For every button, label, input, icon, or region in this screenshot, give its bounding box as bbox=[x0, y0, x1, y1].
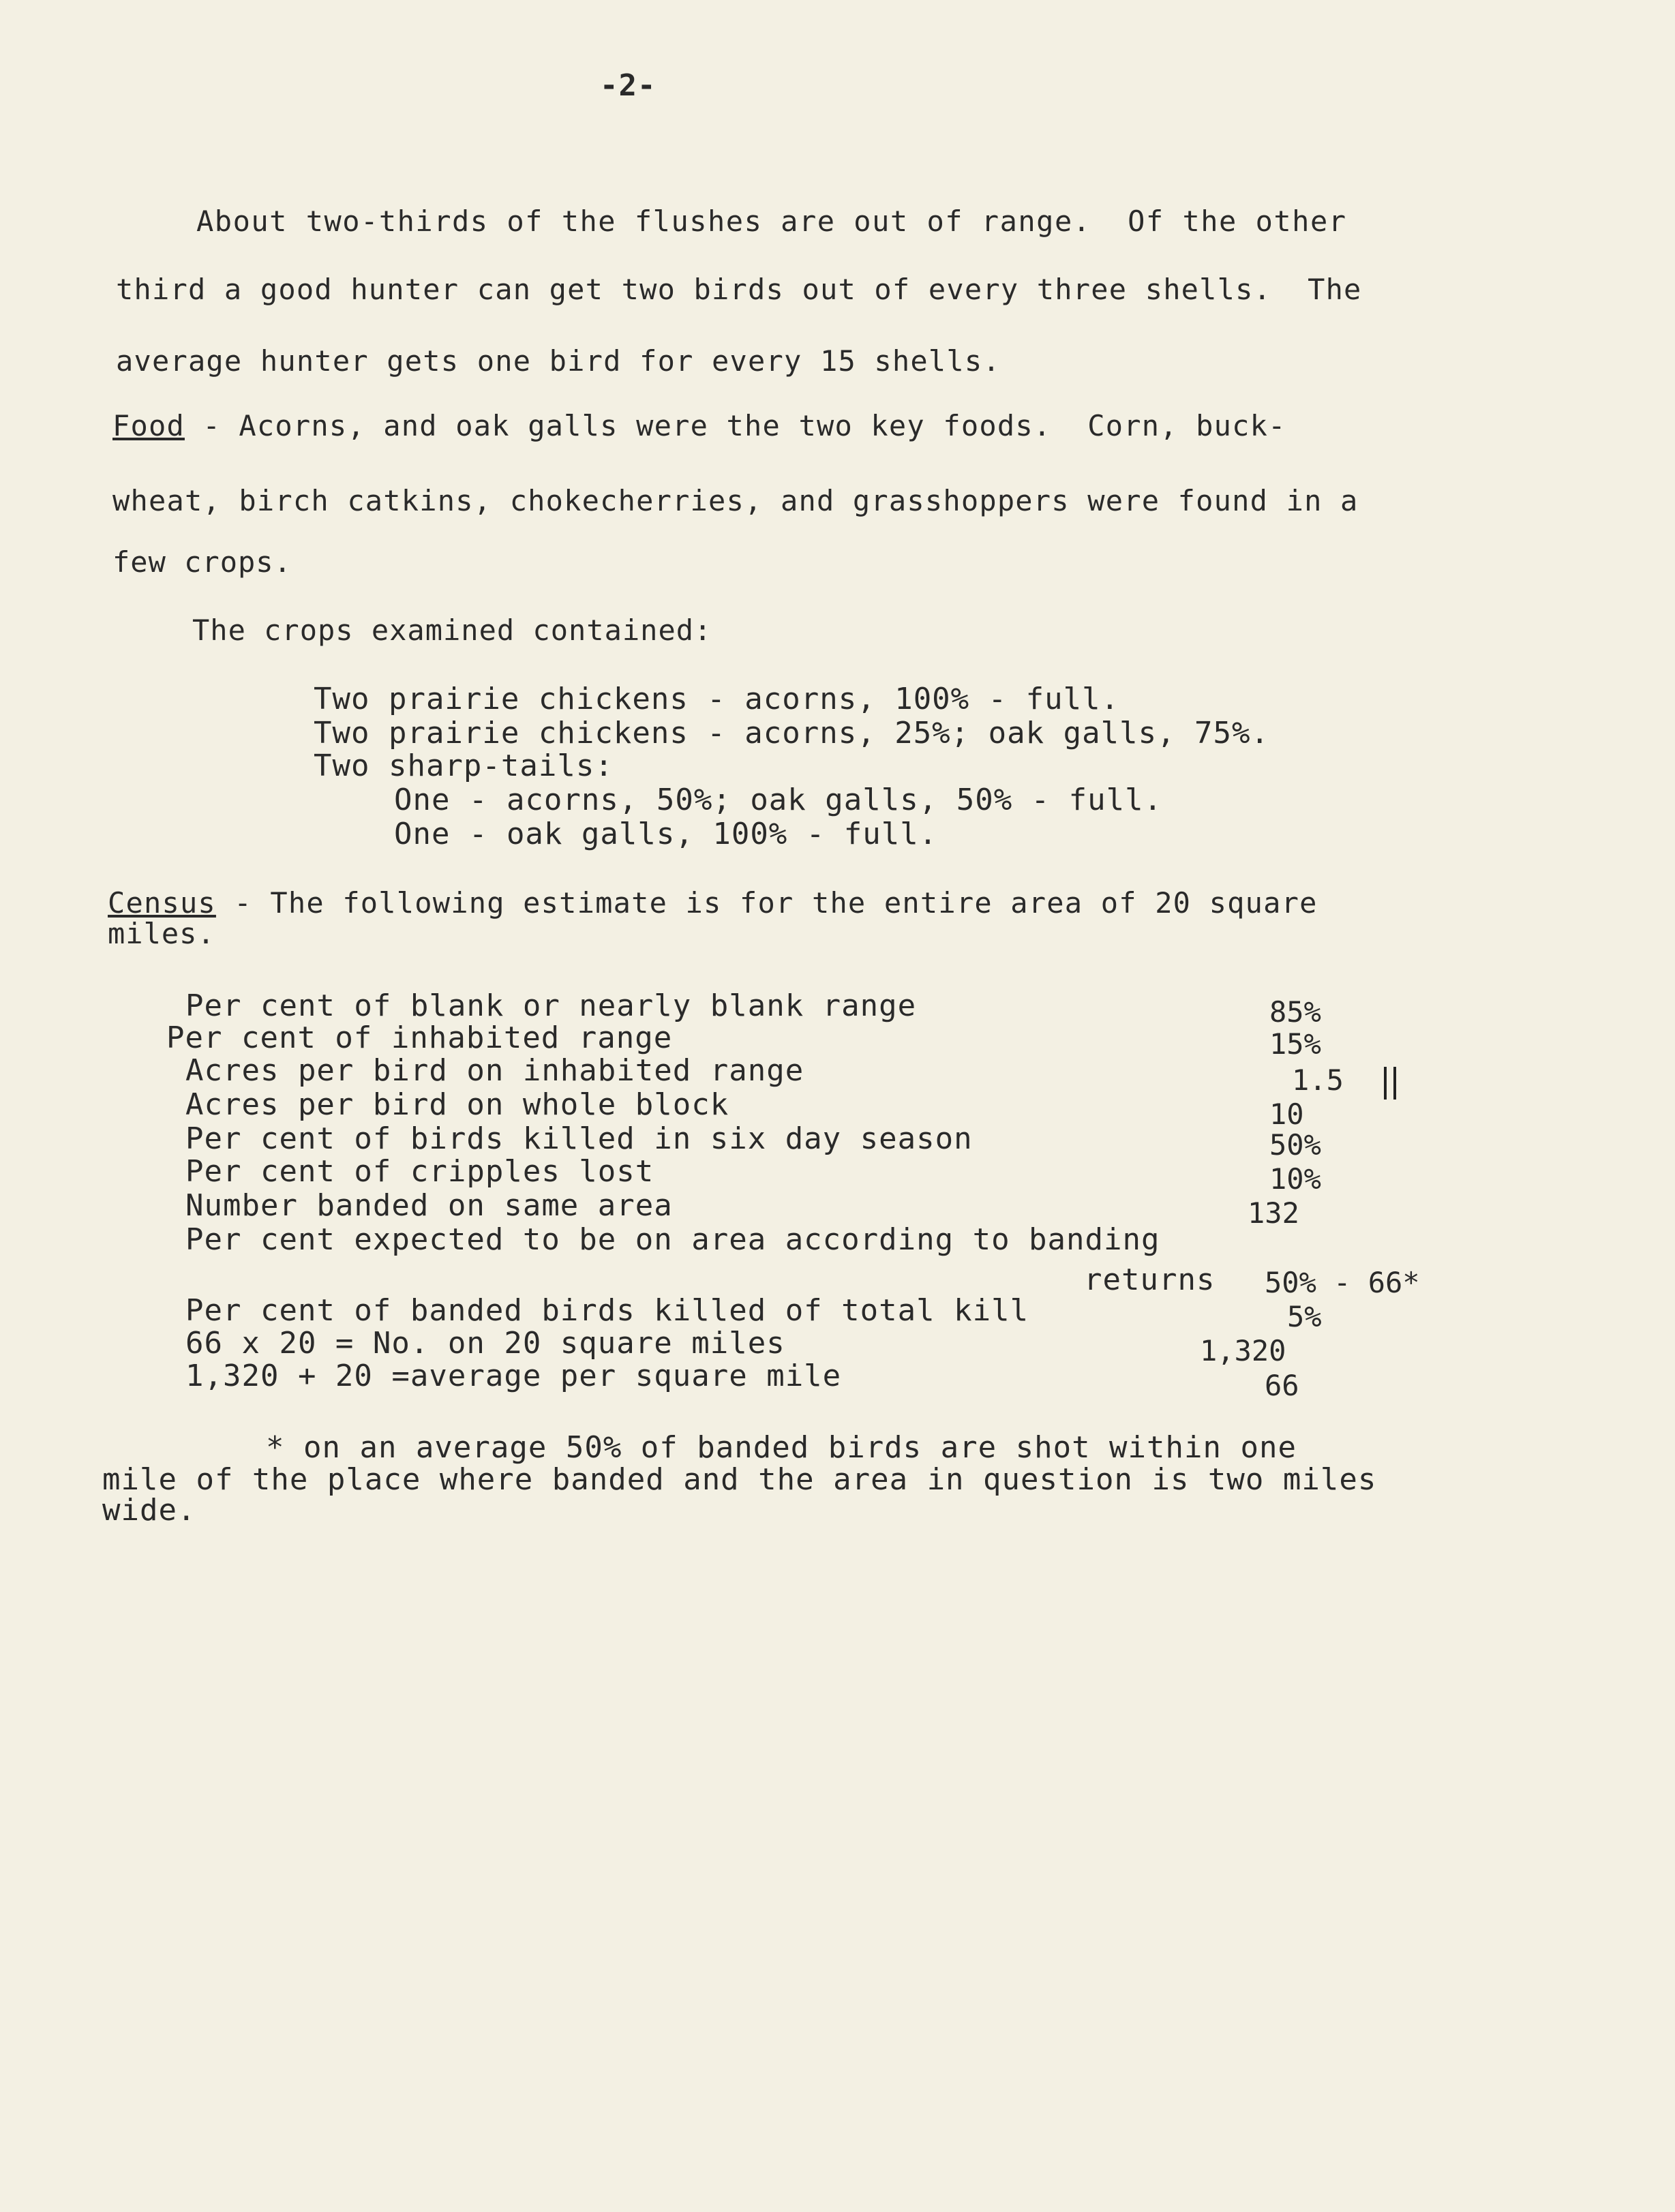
crop-item: One - oak galls, 100% - full. bbox=[394, 817, 938, 851]
census-row-label: Per cent of banded birds killed of total kill bbox=[185, 1293, 1029, 1328]
food-line: few crops. bbox=[112, 545, 292, 579]
census-row-label: Per cent of cripples lost bbox=[185, 1154, 654, 1189]
census-row-value: 5% bbox=[1287, 1300, 1322, 1333]
census-text: - The following estimate is for the entire area of 20 square bbox=[215, 886, 1318, 920]
crop-item: Two sharp-tails: bbox=[314, 748, 614, 783]
census-row-value: 50% - 66* bbox=[1265, 1266, 1420, 1299]
footnote-line: * on an average 50% of banded birds are shot within one bbox=[266, 1430, 1297, 1465]
footnote-line: mile of the place where banded and the area in question is two miles bbox=[102, 1462, 1377, 1497]
census-row-value: 85% bbox=[1269, 995, 1321, 1029]
crop-item: Two prairie chickens - acorns, 25%; oak galls, 75%. bbox=[314, 716, 1270, 751]
pen-mark bbox=[1384, 1067, 1396, 1100]
intro-line: About two-thirds of the flushes are out of range. Of the other bbox=[196, 204, 1347, 238]
census-row-label: Per cent expected to be on area according to banding bbox=[185, 1222, 1160, 1257]
census-row-label: Acres per bird on whole block bbox=[185, 1087, 729, 1122]
page-number: -2- bbox=[600, 68, 657, 103]
census-line: miles. bbox=[108, 917, 215, 950]
food-line: wheat, birch catkins, chokecherries, and grasshoppers were found in a bbox=[112, 484, 1359, 517]
census-row-label: 1,320 + 20 =average per square mile bbox=[185, 1359, 842, 1393]
census-row-value: 66 bbox=[1265, 1369, 1299, 1402]
census-row-label: returns bbox=[1084, 1262, 1216, 1297]
census-line-1 bbox=[108, 886, 1318, 920]
intro-line: average hunter gets one bird for every 15 shells. bbox=[116, 344, 1001, 378]
census-row-label: Acres per bird on inhabited range bbox=[185, 1053, 804, 1088]
crops-intro: The crops examined contained: bbox=[192, 613, 712, 647]
food-text: - Acorns, and oak galls were the two key foods. Corn, buck- bbox=[184, 409, 1286, 442]
census-row-label: Per cent of blank or nearly blank range bbox=[185, 988, 917, 1023]
census-heading: Census bbox=[108, 886, 216, 920]
census-row-label: Per cent of inhabited range bbox=[166, 1020, 673, 1055]
food-line-1 bbox=[112, 409, 1286, 442]
census-row-value: 1.5 bbox=[1292, 1063, 1344, 1097]
census-row-label: Per cent of birds killed in six day season bbox=[185, 1121, 973, 1156]
census-row-label: Number banded on same area bbox=[185, 1188, 673, 1223]
census-row-value: 10 bbox=[1269, 1097, 1304, 1131]
census-row-value: 10% bbox=[1269, 1162, 1321, 1196]
census-row-label: 66 x 20 = No. on 20 square miles bbox=[185, 1326, 785, 1361]
crop-item: Two prairie chickens - acorns, 100% - full. bbox=[314, 682, 1120, 716]
footnote-line: wide. bbox=[102, 1493, 196, 1528]
census-row-value: 50% bbox=[1269, 1128, 1321, 1162]
intro-line: third a good hunter can get two birds out of every three shells. The bbox=[116, 273, 1362, 306]
census-row-value: 132 bbox=[1248, 1196, 1299, 1230]
crop-item: One - acorns, 50%; oak galls, 50% - full. bbox=[394, 783, 1163, 817]
census-row-value: 15% bbox=[1269, 1027, 1321, 1061]
census-row-value: 1,320 bbox=[1200, 1334, 1286, 1367]
food-heading: Food bbox=[112, 409, 185, 442]
